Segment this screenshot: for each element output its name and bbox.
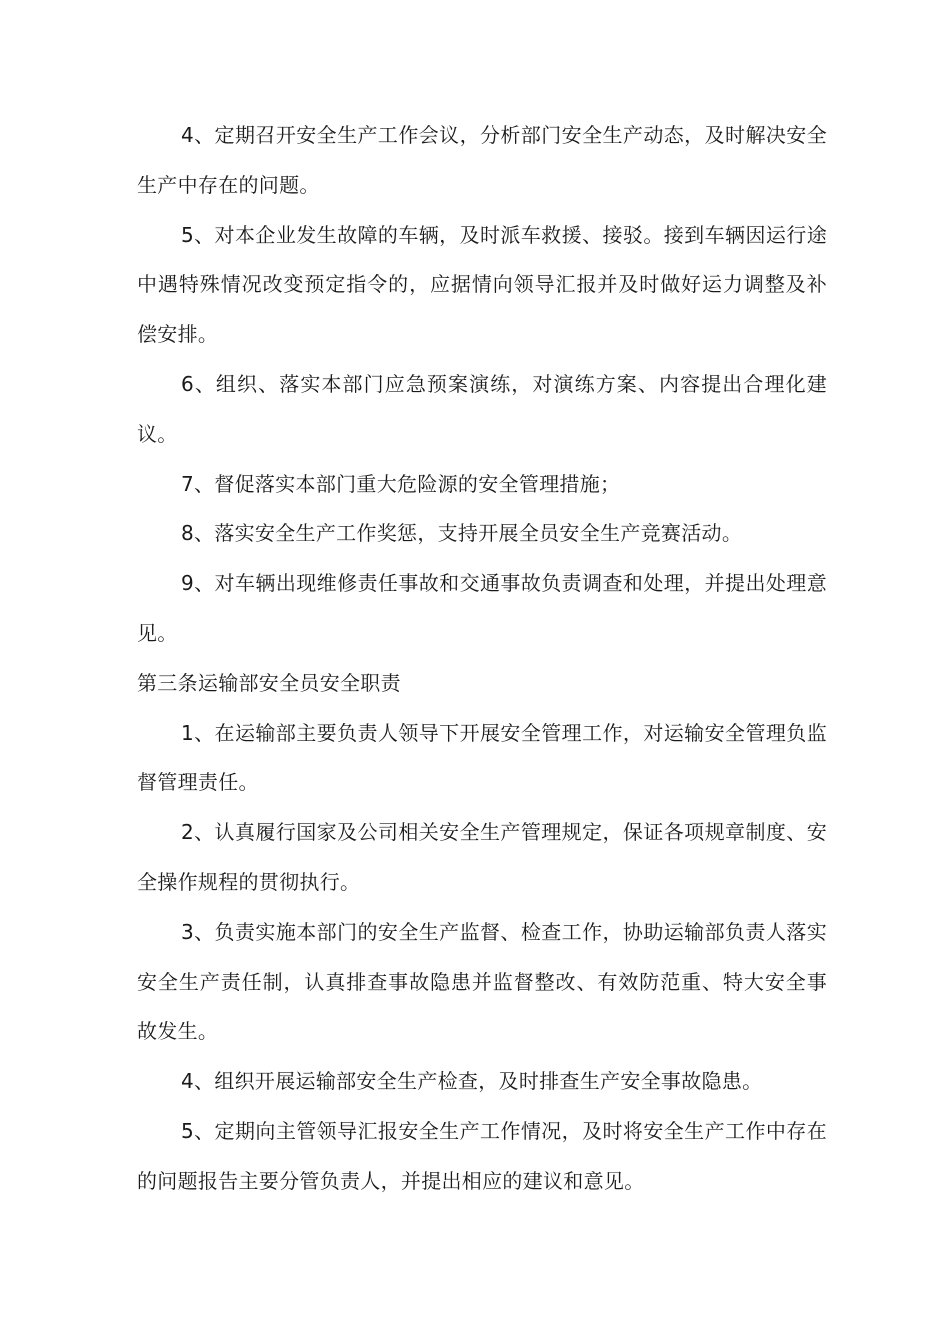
paragraph-item-7-hazard-measures: 7、督促落实本部门重大危险源的安全管理措施； bbox=[181, 471, 621, 496]
paragraph-item-8-rewards: 8、落实安全生产工作奖惩，支持开展全员安全生产竞赛活动。 bbox=[181, 521, 743, 546]
section-heading: 第三条运输部安全员安全职责 bbox=[137, 670, 401, 695]
paragraph-item-9-accident-investigation: 9、对车辆出现维修责任事故和交通事故负责调查和处理，并提出处理意见。 bbox=[137, 571, 827, 645]
paragraph-item-5-reporting: 5、定期向主管领导汇报安全生产工作情况，及时将安全生产工作中存在的问题报告主要分管负责人，并提出相应的建议和意见。 bbox=[137, 1118, 827, 1193]
paragraph-item-2-regulations: 2、认真履行国家及公司相关安全生产管理规定，保证各项规章制度、安全操作规程的贯彻执行。 bbox=[137, 820, 827, 894]
paragraph-item-4-meetings: 4、定期召开安全生产工作会议，分析部门安全生产动态，及时解决安全生产中存在的问题。 bbox=[137, 123, 827, 197]
paragraph-item-3-inspection: 3、负责实施本部门的安全生产监督、检查工作，协助运输部负责人落实安全生产责任制，认真排查事故隐患并监督整改、有效防范重、特大安全事故发生。 bbox=[137, 919, 827, 1044]
paragraph-item-4-safety-checks: 4、组织开展运输部安全生产检查，及时排查生产安全事故隐患。 bbox=[181, 1069, 763, 1094]
paragraph-item-6-emergency-drills: 6、组织、落实本部门应急预案演练，对演练方案、内容提出合理化建议。 bbox=[137, 371, 827, 446]
document-body bbox=[137, 111, 827, 1207]
paragraph-item-5-vehicle-rescue: 5、对本企业发生故障的车辆，及时派车救援、接驳。接到车辆因运行途中遇特殊情况改变预定指令的，应据情向领导汇报并及时做好运力调整及补偿安排。 bbox=[137, 222, 827, 347]
paragraph-item-1-safety-management: 1、在运输部主要负责人领导下开展安全管理工作，对运输安全管理负监督管理责任。 bbox=[137, 720, 827, 795]
